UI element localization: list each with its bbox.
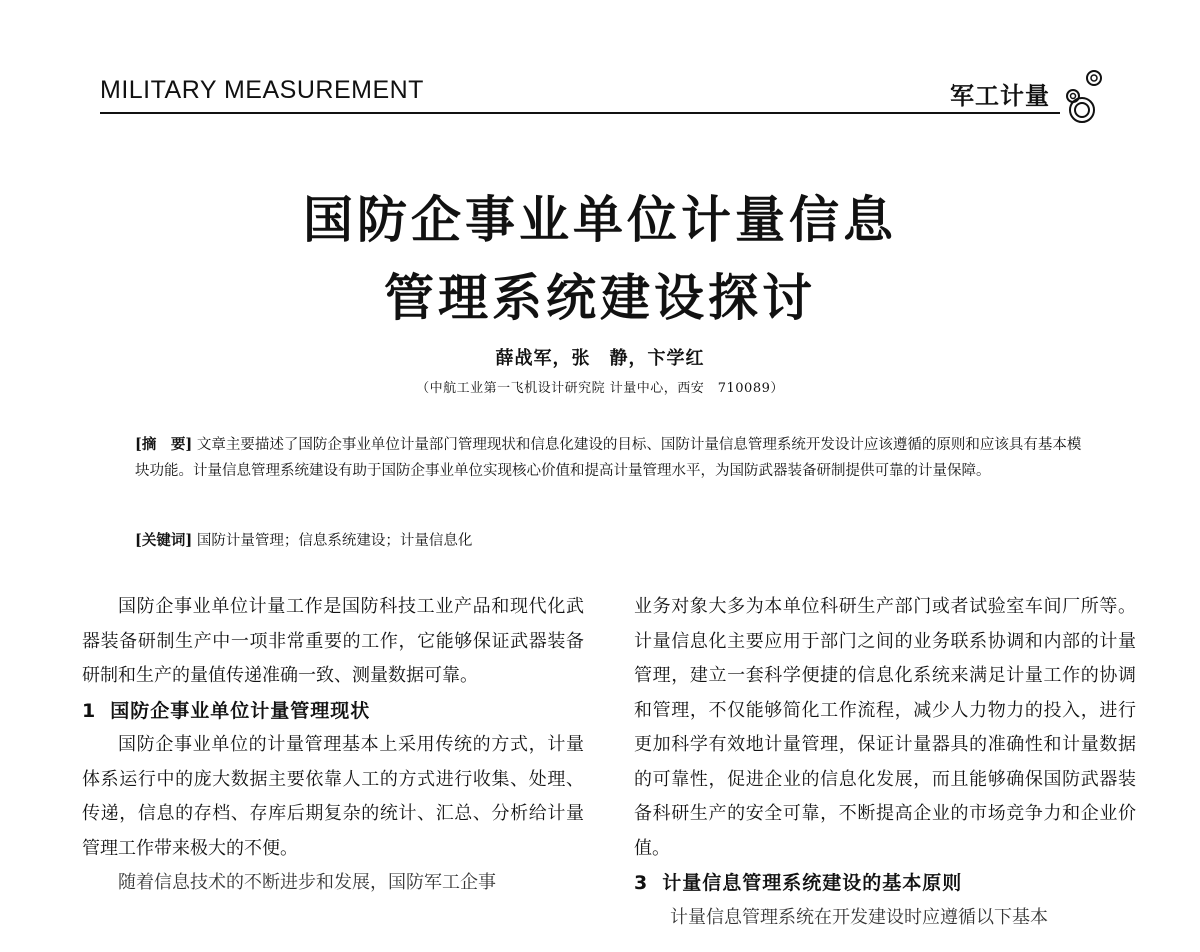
section-number: 3 (634, 872, 649, 894)
paragraph-partial: 计量信息管理系统在开发建设时应遵循以下基本 (670, 906, 1048, 928)
journal-logo-rings-icon (1058, 66, 1118, 126)
body-column-right (634, 590, 1136, 935)
abstract-label: [摘 要] (135, 436, 193, 453)
header-rule (100, 112, 1060, 114)
paragraph: 业务对象大多为本单位科研生产部门或者试验室车间厂所等。计量信息化主要应用于部门之间的业务联系协调和内部的计量管理，建立一套科学便捷的信息化系统来满足计量工作的协调和管理，不仅能够简化工作流程，减少人力物力的投入，进行更加科学有效地计量管理，保证计量器具的准确性和计量数据的可靠性，促进企业的信息化发展，而且能够确保国防武器装备科研生产的安全可靠，不断提高企业的市场竞争力和企业价值。 (634, 596, 1136, 859)
section-heading-3 (634, 866, 1136, 901)
abstract-text: 文章主要描述了国防企事业单位计量部门管理现状和信息化建设的目标、国防计量信息管理系统开发设计应该遵循的原则和应该具有基本模块功能。计量信息管理系统建设有助于国防企事业单位实现核心价值和提高计量管理水平，为国防武器装备研制提供可靠的计量保障。 (135, 437, 1082, 479)
section-title: 计量信息管理系统建设的基本原则 (662, 872, 963, 894)
keywords-label: [关键词] (135, 532, 193, 549)
keywords-text: 国防计量管理；信息系统建设；计量信息化 (192, 533, 473, 549)
section-number: 1 (82, 699, 97, 722)
section-title: 国防企事业单位计量管理现状 (110, 699, 371, 722)
paper-title-line1: 国防企事业单位计量信息 (303, 191, 897, 249)
header-journal-en: MILITARY MEASUREMENT (100, 76, 424, 104)
authors: 薛战军，张 静，卞学红 (495, 348, 705, 369)
paragraph-partial: 随着信息技术的不断进步和发展，国防军工企事 (118, 872, 496, 893)
section-heading-1 (82, 694, 584, 729)
header-journal-cn: 军工计量 (950, 82, 1050, 110)
paragraph: 国防企事业单位计量工作是国防科技工业产品和现代化武器装备研制生产中一项非常重要的工作，它能够保证武器装备研制和生产的量值传递准确一致、测量数据可靠。 (82, 596, 584, 686)
affiliation: （中航工业第一飞机设计研究院 计量中心，西安 710089） (416, 381, 784, 396)
keywords (135, 528, 1085, 554)
abstract (135, 432, 1085, 484)
paragraph: 国防企事业单位的计量管理基本上采用传统的方式，计量体系运行中的庞大数据主要依靠人工的方式进行收集、处理、传递，信息的存档、存库后期复杂的统计、汇总、分析给计量管理工作带来极大的不便。 (82, 734, 584, 859)
paper-title-line2: 管理系统建设探讨 (384, 269, 816, 327)
body-column-left (82, 590, 584, 901)
